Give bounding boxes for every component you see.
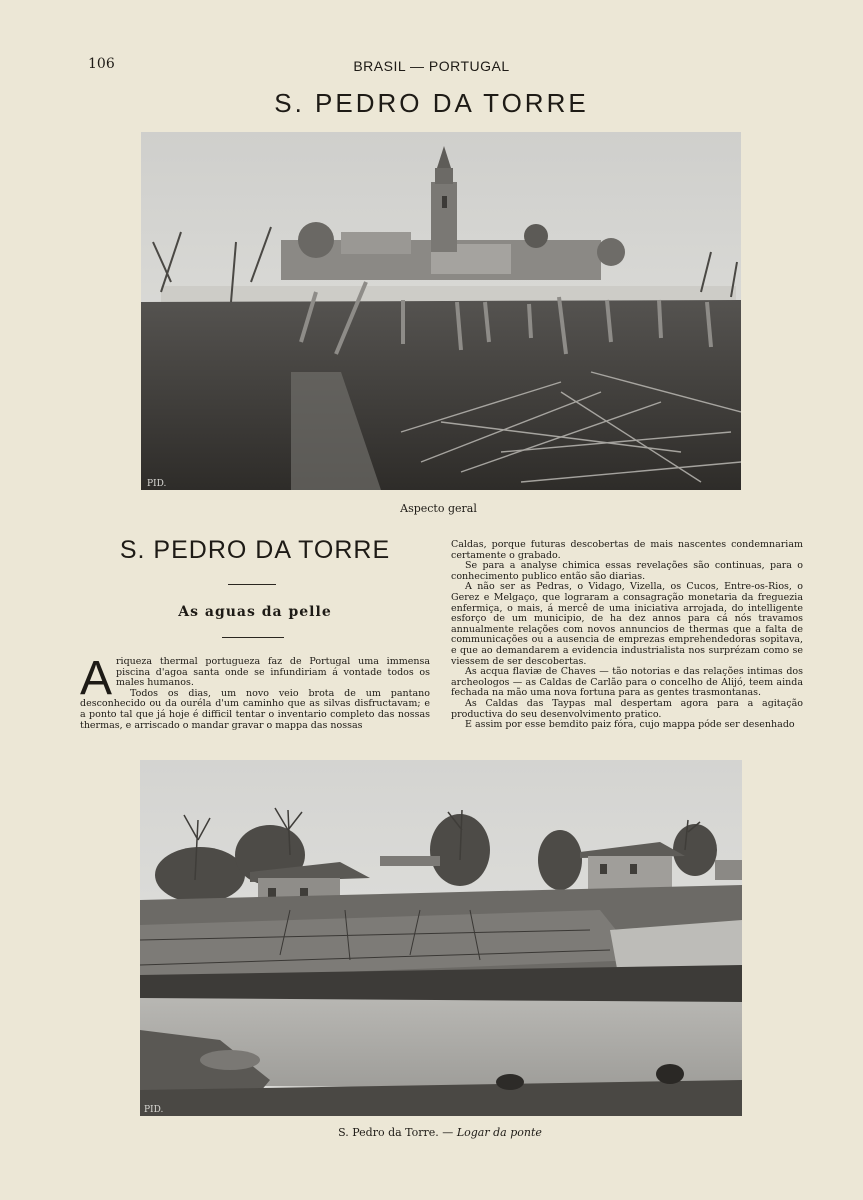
subtitle-divider	[222, 637, 284, 638]
photo-general-view-image	[141, 132, 741, 490]
paragraph-text: riqueza thermal portugueza faz de Portugal uma immensa piscina d'agoa santa onde se infundiriam á vontade todos os males humanos.	[116, 656, 430, 689]
article-subtitle: As aguas da pelle	[178, 604, 332, 620]
article-column-right	[451, 540, 803, 731]
photo-bridge-place	[140, 760, 742, 1116]
running-head: BRASIL — PORTUGAL	[353, 58, 510, 74]
article-title: S. PEDRO DA TORRE	[119, 536, 391, 564]
paragraph: E assim por esse bemdito paiz fóra, cujo mappa póde ser desenhado	[465, 719, 795, 731]
paragraph: Caldas, porque futuras descobertas de mais nascentes condemnariam certamente o grabado.	[451, 539, 803, 561]
photo-signature: PID.	[147, 479, 167, 489]
photo-general-view	[141, 132, 741, 490]
paragraph: A não ser as Pedras, o Vidago, Vizella, os Cucos, Entre-os-Rios, o Gerez e Melgaço, que lograram a consagração monetaria da freguezia enfermiça, o mais, á mercê de uma iniciativa arrojada, do intelligente esforço de um municipio, de ha dez annos para cá nós travamos annualmente relações com novos annuncios de thermas que a falta de communicações ou a ausencia de emprezas emprehendedoras sopitava, e que ao demandarem a evidencia industrialista nos surprézam como se viessem de ser descobertas.	[451, 581, 803, 667]
page-title: S. PEDRO DA TORRE	[274, 88, 589, 118]
photo-signature: PID.	[144, 1105, 164, 1115]
figure-caption	[0, 1126, 863, 1139]
paragraph: As Caldas das Taypas mal despertam agora para a agitação productiva do seu desenvolvimento pratico.	[451, 697, 803, 720]
figure-caption: Aspecto geral	[400, 502, 477, 515]
paragraph: Se para a analyse chimica essas revelações são continuas, para o conhecimento publico então são diarias.	[451, 560, 803, 582]
title-divider	[228, 584, 276, 585]
paragraph: Todos os dias, um novo veio brota de um pantano desconhecido ou da ouréla d'um caminho que as silvas disfructavam; e a ponto tal que já hoje é difficil tentar o inventario completo das nossas thermas, e arriscado o mandar gravar o mappa das nossas	[80, 687, 430, 731]
paragraph: As acqua flaviæ de Chaves — tão notorias e das relações intimas dos archeologos — as Caldas de Carlão para o concelho de Alijó, teem ainda fechada na mão uma nova fortuna para as gentes trasmontanas.	[451, 666, 803, 699]
photo-bridge-place-image	[140, 760, 742, 1116]
page-number: 106	[88, 56, 115, 72]
caption-italic: Logar da ponte	[456, 1126, 542, 1139]
article-column-left	[80, 652, 430, 731]
drop-cap: A	[80, 652, 113, 705]
paragraph	[80, 652, 430, 705]
caption-main: S. Pedro da Torre. —	[338, 1126, 454, 1139]
